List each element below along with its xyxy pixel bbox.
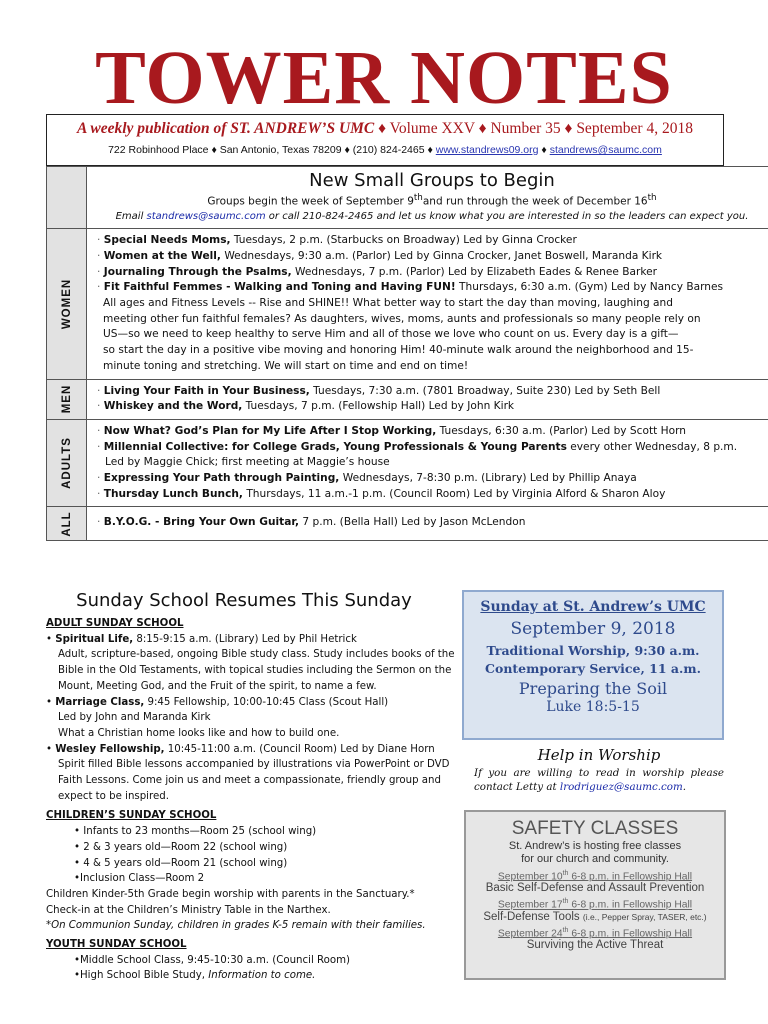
all-section: [47, 506, 768, 540]
help-in-worship: [474, 746, 724, 794]
sunday-school-title: Sunday School Resumes This Sunday: [76, 590, 412, 611]
help-text: If you are willing to read in worship please contact Letty at lrodriguez@saumc.com.: [474, 767, 724, 793]
groups-email-link[interactable]: standrews@saumc.com: [146, 211, 266, 223]
class-name: Surviving the Active Threat: [526, 939, 664, 952]
publication-info: A weekly publication of ST. ANDREW’S UMC ♦ Volume XXV ♦ Number 35 ♦ September 4, 2018 722 Robinhood Place ♦ San Antonio, Texas 78209 ♦ (210) 824-2465 ♦ www.standrews09.org ♦ standrews@saumc.com: [46, 114, 724, 166]
adults-label: ADULTS: [60, 437, 73, 490]
group-description: Led by Maggie Chick; first meeting at Maggie’s house: [105, 456, 390, 469]
men-section: [47, 379, 768, 419]
tagline: A weekly publication of ST. ANDREW’S UMC: [77, 120, 375, 137]
list-item: · B.Y.O.G. - Bring Your Own Guitar, 7 p.m. (Bella Hall) Led by Jason McLendon: [97, 516, 526, 529]
sunday-service-box: [462, 590, 724, 740]
list-item: •Middle School Class, 9:45-10:30 a.m. (Council Room): [74, 954, 350, 966]
phone: (210) 824-2465: [352, 144, 425, 156]
contemporary-service: Contemporary Service, 11 a.m.: [485, 661, 701, 676]
all-label: ALL: [60, 511, 73, 537]
list-item: · Thursday Lunch Bunch, Thursdays, 11 a.m.-1 p.m. (Council Room) Led by Virginia Alford & Sharon Aloy: [97, 487, 666, 500]
help-email-link[interactable]: lrodriguez@saumc.com: [559, 781, 683, 793]
children-note: *On Communion Sunday, children in grades K-5 remain with their families.: [46, 920, 426, 932]
list-item: • Wesley Fellowship, 10:45-11:00 a.m. (Council Room) Led by Diane Horn: [46, 743, 435, 755]
adults-section: [47, 419, 768, 507]
scripture: Luke 18:5-15: [546, 699, 640, 715]
sunday-school-section: Sunday School Resumes This Sunday ADULT SUNDAY SCHOOL • Spiritual Life, 8:15-9:15 a.m. (Library) Led by Phil Hetrick Adult, scripture-based, ongoing Bible study class. Study includes books of the Bible in the Old Testaments, with topical studies including the Sermon on the Mount, Meeting God, and the Fruit of the spirit, to name a few. • Marriage Class, 9:45 Fellowship, 10:00-10:45 Class (Scout Hall) Led by John and Maranda Kirk What a Christian home looks like and how to build one. • Wesley Fellowship, 10:45-11:00 a.m. (Council Room) Led by Diane Horn Spirit filled Bible lessons accompanied by illustrations via PowerPoint or DVD Faith Lessons. Come join us and meet a compassionate, friendly group and expect to be inspired. CHILDREN’S SUNDAY SCHOOL • Infants to 23 months—Room 25 (school wing) • 2 & 3 years old—Room 22 (school wing) • 4 & 5 years old—Room 21 (school wing) •Inclusion Class—Room 2 Children Kinder-5th Grade begin worship with parents in the Sanctuary.* Check-in at the Children’s Ministry Table in the Narthex. *On Communion Sunday, children in grades K-5 remain with their families. YOUTH SUNDAY SCHOOL •Middle School Class, 9:45-10:30 a.m. (Council Room) •High School Bible Study, Information to come.: [46, 588, 442, 984]
group-description: meeting other fun faithful females? As daughters, wives, moms, aunts and professionals so many people rely on: [103, 312, 701, 325]
class-name: Basic Self-Defense and Assault Prevention: [485, 882, 705, 895]
children-note: Children Kinder-5th Grade begin worship with parents in the Sanctuary.*: [46, 888, 415, 900]
list-item: · Expressing Your Path through Painting, Wednesdays, 7-8:30 p.m. (Library) Led by Phillip Anaya: [97, 472, 637, 485]
safety-classes-box: SAFETY CLASSES St. Andrew’s is hosting free classes for our church and community. September 10th 6-8 p.m. in Fellowship Hall Basic Self-Defense and Assault Prevention September 17th 6-8 p.m. in Fellowship Hall Self-Defense Tools (i.e., Pepper Spray, TASER, etc.) September 24th 6-8 p.m. in Fellowship Hall Surviving the Active Threat: [464, 810, 726, 980]
city: San Antonio, Texas 78209: [219, 144, 342, 156]
list-item: · Special Needs Moms, Tuesdays, 2 p.m. (Starbucks on Broadway) Led by Ginna Crocker: [97, 234, 577, 247]
women-label: WOMEN: [60, 278, 73, 330]
groups-contact: Email standrews@saumc.com or call 210-824-2465 and let us know what you are interested in so the leaders can expect you.: [115, 211, 749, 223]
group-description: so start the day in a positive vibe moving and honoring Him! 40-minute walk around the neighborhood and 15-: [103, 344, 694, 357]
service-date: September 9, 2018: [510, 619, 676, 639]
website-link[interactable]: www.standrews09.org: [435, 144, 539, 156]
sermon-title: Preparing the Soil: [518, 679, 668, 698]
volume: Volume XXV: [389, 120, 475, 137]
list-item: • Spiritual Life, 8:15-9:15 a.m. (Library) Led by Phil Hetrick: [46, 633, 357, 645]
women-section: [47, 228, 768, 378]
childrens-sunday-school-header: CHILDREN’S SUNDAY SCHOOL: [46, 810, 217, 822]
help-title: Help in Worship: [537, 746, 661, 764]
adult-sunday-school-header: ADULT SUNDAY SCHOOL: [46, 618, 184, 629]
list-item: · Millennial Collective: for College Grads, Young Professionals & Young Parents every other Wednesday, 8 p.m.: [97, 440, 738, 453]
list-item: •Inclusion Class—Room 2: [74, 873, 205, 885]
issue-date: September 4, 2018: [576, 120, 693, 137]
children-note: Check-in at the Children’s Ministry Table in the Narthex.: [46, 904, 331, 916]
small-groups-table: [46, 166, 768, 541]
list-item: • Infants to 23 months—Room 25 (school wing): [74, 826, 317, 838]
group-description: All ages and Fitness Levels -- Rise and SHINE!! What better way to start the day than moving, laughing and: [103, 297, 673, 310]
class-date: September 24th 6-8 p.m. in Fellowship Hall: [497, 926, 693, 940]
traditional-worship: Traditional Worship, 9:30 a.m.: [486, 643, 700, 658]
group-description: US—so we need to keep healthy to serve Him and all of those we love who count on us. Every day is a gift—: [103, 328, 679, 341]
youth-sunday-school-header: YOUTH SUNDAY SCHOOL: [46, 939, 187, 951]
class-name: Self-Defense Tools (i.e., Pepper Spray, TASER, etc.): [483, 910, 707, 923]
safety-title: SAFETY CLASSES: [511, 818, 679, 839]
address: 722 Robinhood Place: [108, 144, 209, 156]
list-item: · Fit Faithful Femmes - Walking and Toning and Having FUN! Thursdays, 6:30 a.m. (Gym) Led by Nancy Barnes: [97, 281, 724, 294]
class-date: September 17th 6-8 p.m. in Fellowship Hall: [497, 898, 693, 911]
issue-number: Number 35: [490, 120, 561, 137]
email-link[interactable]: standrews@saumc.com: [549, 144, 662, 156]
groups-subtitle: Groups begin the week of September 9thand run through the week of December 16th: [207, 192, 657, 208]
masthead-title: TOWER NOTES: [95, 36, 673, 120]
group-description: minute toning and stretching. We will start on time and end on time!: [103, 359, 469, 372]
class-date: September 10th 6-8 p.m. in Fellowship Hall: [497, 870, 693, 883]
list-item: •High School Bible Study, Information to come.: [74, 970, 316, 982]
list-item: · Living Your Faith in Your Business, Tuesdays, 7:30 a.m. (7801 Broadway, Suite 230) Led by Seth Bell: [97, 384, 661, 397]
list-item: · Whiskey and the Word, Tuesdays, 7 p.m. (Fellowship Hall) Led by John Kirk: [97, 400, 515, 413]
list-item: · Journaling Through the Psalms, Wednesdays, 7 p.m. (Parlor) Led by Elizabeth Eades & Renee Barker: [97, 265, 658, 278]
men-label: MEN: [60, 384, 73, 414]
sunday-box-title: Sunday at St. Andrew’s UMC: [480, 599, 706, 615]
list-item: • 2 & 3 years old—Room 22 (school wing): [74, 841, 288, 853]
list-item: • 4 & 5 years old—Room 21 (school wing): [74, 857, 288, 869]
groups-title: New Small Groups to Begin: [309, 170, 555, 191]
list-item: · Women at the Well, Wednesdays, 9:30 a.m. (Parlor) Led by Ginna Crocker, Janet Boswell, Maranda Kirk: [97, 249, 663, 262]
list-item: · Now What? God’s Plan for My Life After I Stop Working, Tuesdays, 6:30 a.m. (Parlor) Led by Scott Horn: [97, 424, 686, 437]
list-item: • Marriage Class, 9:45 Fellowship, 10:00-10:45 Class (Scout Hall): [46, 696, 389, 708]
